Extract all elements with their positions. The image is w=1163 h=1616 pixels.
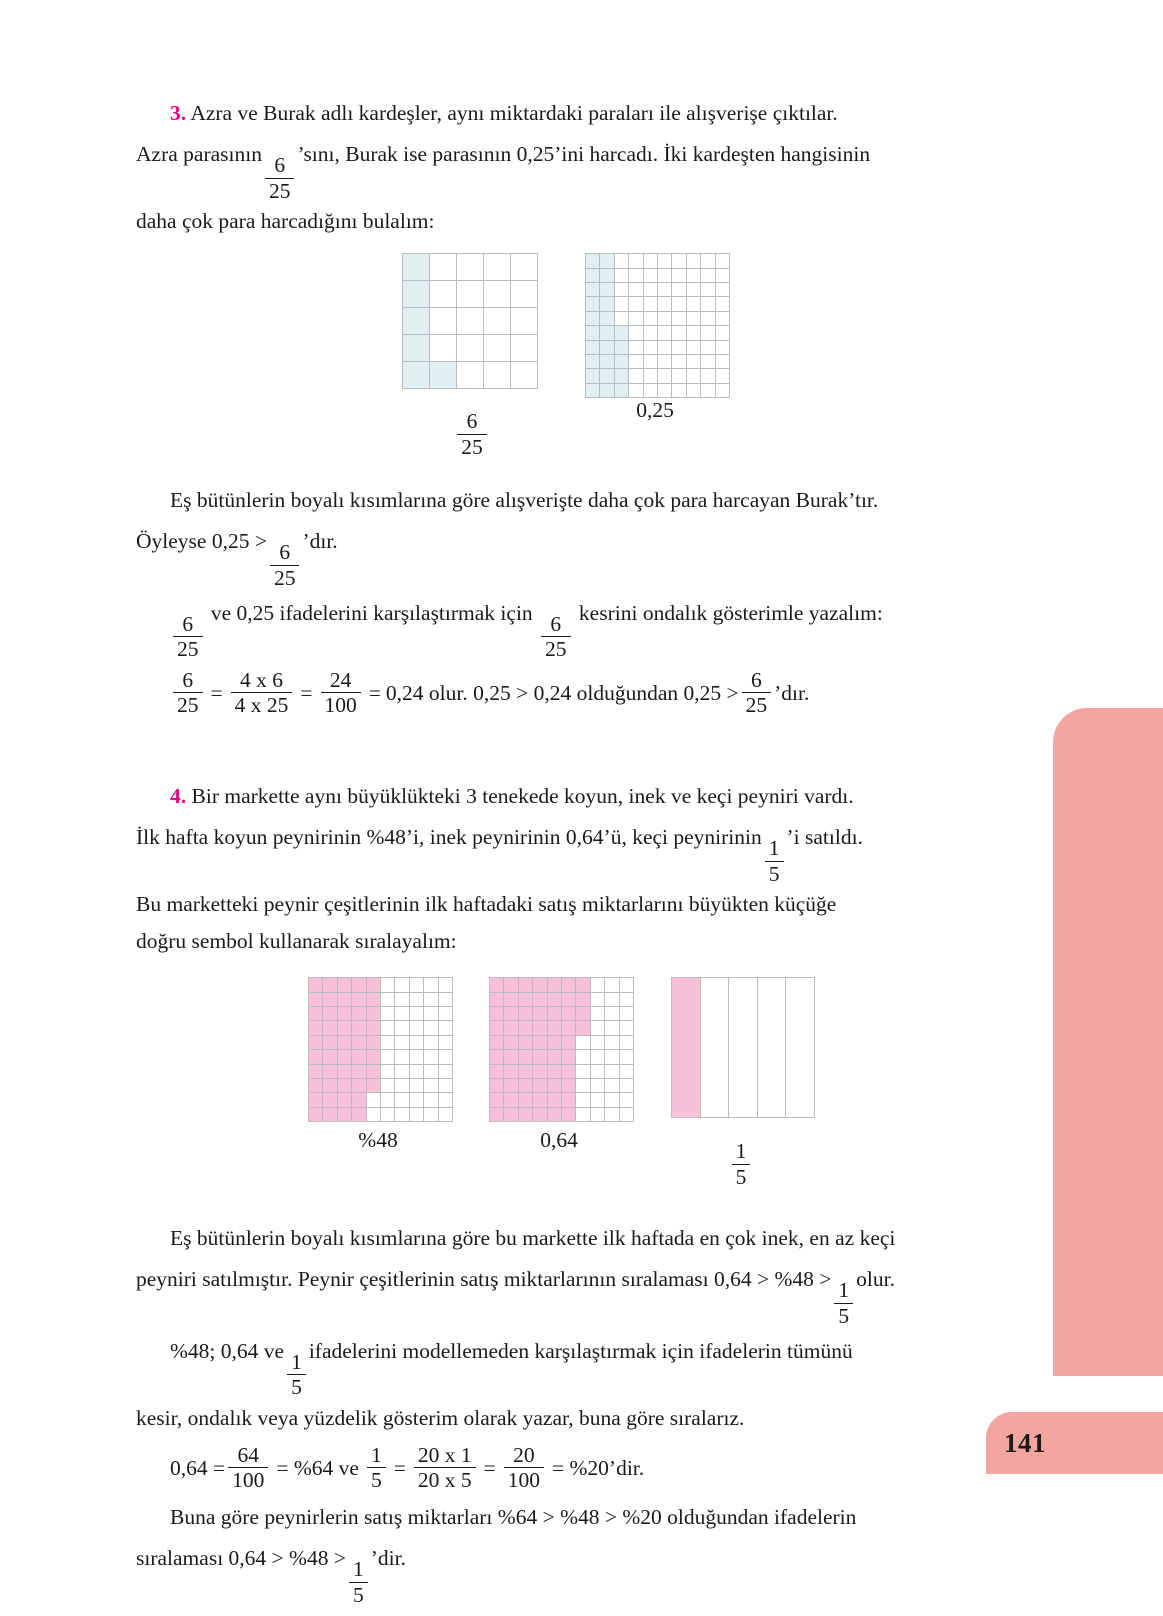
q3-line2-a: Azra parasının	[136, 142, 262, 166]
q3-line3: daha çok para harcadığını bulalım:	[136, 209, 435, 234]
grid-row	[586, 326, 730, 340]
fraction-numerator: 64	[237, 1442, 260, 1467]
q4-result-a: Eş bütünlerin boyalı kısımlarına göre bu markette ilk haftada en çok inek, en az keçi	[170, 1226, 896, 1251]
q3-model-b-caption: 0,25	[636, 398, 674, 423]
q3-explain-b: kesrini ondalık gösterimle yazalım:	[578, 600, 883, 625]
fraction-denominator: 25	[173, 636, 203, 661]
eq-operator-1: =	[210, 680, 223, 705]
q4-eq-operator-3: =	[483, 1455, 496, 1480]
q4-eq-operator-1: = %64 ve	[276, 1455, 359, 1480]
q4-model-a-caption: %48	[358, 1128, 398, 1153]
q3-explain-line	[136, 596, 1000, 661]
fraction-numerator: 1	[291, 1349, 302, 1374]
grid-row	[490, 1064, 634, 1078]
fraction-denominator: 100	[228, 1467, 268, 1492]
q4-modelfree-c: kesir, ondalık veya yüzdelik gösterim olarak yazar, buna göre sıralarız.	[136, 1405, 745, 1430]
fraction-denominator: 5	[367, 1467, 386, 1492]
q4-equation	[136, 1444, 1000, 1492]
fraction-denominator: 25	[541, 636, 571, 661]
eq-end-text: ’dır.	[774, 680, 810, 705]
explain-fraction-2	[541, 613, 571, 661]
grid-table	[308, 977, 453, 1122]
q4-model-c-caption	[671, 1127, 811, 1188]
q4-eq-lead: 0,64 =	[170, 1455, 226, 1480]
q4-modelfree-b: ifadelerini modellemeden karşılaştırmak için ifadelerin tümünü	[308, 1338, 853, 1363]
fraction-denominator: 100	[321, 692, 361, 717]
fraction-6-25	[265, 154, 295, 202]
q3-number: 3.	[170, 101, 187, 125]
fraction-denominator: 20 x 5	[414, 1467, 476, 1492]
grid-row	[309, 1093, 453, 1107]
grid-row	[309, 1007, 453, 1021]
q4-line2-a: İlk hafta koyun peynirinin %48’i, inek peynirinin 0,64’ü, keçi peynirinin	[136, 825, 762, 850]
grid-row	[490, 1079, 634, 1093]
grid-table	[489, 977, 634, 1122]
q4-number: 4.	[170, 784, 187, 809]
grid-row	[586, 297, 730, 311]
grid-row	[586, 383, 730, 397]
grid-table	[671, 977, 815, 1118]
eq-operator-2: =	[300, 680, 313, 705]
side-decoration-bar	[1053, 708, 1163, 1376]
eq-fraction-1-5	[367, 1444, 386, 1492]
fraction-denominator: 5	[834, 1303, 853, 1328]
q3-line2-b: ’sını, Burak ise parasının 0,25’ini harcadı. İki kardeşten hangisinin	[297, 142, 871, 166]
grid-row	[309, 1021, 453, 1035]
caption-denominator: 25	[457, 434, 487, 459]
fraction-numerator: 6	[274, 153, 286, 178]
fraction-denominator: 25	[265, 178, 295, 203]
result-fraction-1-5	[834, 1279, 853, 1327]
q3-compare-a: Öyleyse 0,25 >	[136, 529, 267, 554]
grid-row	[586, 311, 730, 325]
grid-row	[586, 254, 730, 268]
q4-final-c: ’dir.	[370, 1546, 406, 1571]
grid-row	[403, 308, 538, 335]
q3-explain-a: ve 0,25 ifadelerini karşılaştırmak için	[210, 600, 533, 625]
grid-table	[402, 253, 538, 389]
final-fraction-1-5	[349, 1558, 368, 1606]
grid-row	[403, 254, 538, 281]
q4-final-a: Buna göre peynirlerin satış miktarları %64 > %48 > %20 olduğundan ifadelerin	[170, 1505, 857, 1530]
eq-fraction-20-100	[504, 1444, 544, 1492]
q4-models	[136, 977, 1000, 1190]
fraction-denominator: 25	[173, 692, 203, 717]
eq-fraction-64-100	[228, 1444, 268, 1492]
fraction-denominator: 25	[742, 692, 772, 717]
q4-eq-operator-4: = %20’dir.	[552, 1455, 645, 1480]
fraction-1-5	[765, 837, 784, 885]
grid-row	[309, 992, 453, 1006]
eq-operator-3: =	[368, 680, 381, 705]
fraction-denominator: 5	[287, 1374, 306, 1399]
grid-row	[309, 1079, 453, 1093]
q3-compare-line	[136, 524, 1000, 589]
q3-line1-text: Azra ve Burak adlı kardeşler, aynı miktardaki paraları ile alışverişe çıktılar.	[190, 101, 838, 125]
grid-row	[672, 978, 815, 1118]
fraction-numerator: 6	[182, 667, 194, 692]
grid-row	[490, 1007, 634, 1021]
bar-model-1-over-5	[671, 977, 815, 1118]
grid-row	[586, 340, 730, 354]
q3-models	[136, 253, 1000, 460]
page-number: 141	[1004, 1427, 1046, 1458]
fraction-denominator: 100	[504, 1467, 544, 1492]
caption-numerator: 6	[466, 409, 478, 434]
compare-fraction-6-25	[270, 541, 300, 589]
grid-row	[586, 283, 730, 297]
fraction-denominator: 4 x 25	[231, 692, 293, 717]
q4-line2	[136, 820, 1000, 885]
q3-result-line: Eş bütünlerin boyalı kısımlarına göre alışverişte daha çok para harcayan Burak’tır.	[170, 488, 879, 513]
eq-fraction-6-25	[173, 669, 203, 717]
caption-denominator: 5	[732, 1164, 751, 1189]
explain-fraction-1	[173, 613, 203, 661]
grid-row	[490, 1021, 634, 1035]
q3-model-a-caption	[402, 397, 542, 458]
eq-fraction-6-25-final	[742, 669, 772, 717]
q4-result-b-line	[136, 1262, 1000, 1327]
caption-fraction-1-5	[732, 1140, 751, 1188]
q3-equation	[136, 669, 1000, 717]
q3-line1	[136, 96, 1000, 131]
eq-tail-text: 0,24 olur. 0,25 > 0,24 olduğundan 0,25 >	[385, 680, 739, 705]
grid-row	[309, 978, 453, 992]
fraction-numerator: 1	[370, 1442, 382, 1467]
eq-fraction-20x1-20x5	[414, 1444, 476, 1492]
grid-row	[586, 268, 730, 282]
q4-final-b: sıralaması 0,64 > %48 >	[136, 1546, 346, 1571]
modelfree-fraction-1-5	[287, 1351, 306, 1399]
q4-result-b: peyniri satılmıştır. Peynir çeşitlerinin satış miktarlarının sıralaması 0,64 > %48 >	[136, 1267, 832, 1292]
q4-line1	[136, 779, 1000, 814]
q4-model-b-caption: 0,64	[540, 1128, 578, 1153]
fraction-numerator: 6	[182, 611, 194, 636]
grid-row	[309, 1064, 453, 1078]
grid-table	[585, 253, 730, 398]
q4-line1-text: Bir markette aynı büyüklükteki 3 tenekede koyun, inek ve keçi peyniri vardı.	[191, 784, 854, 809]
fraction-numerator: 1	[352, 1557, 364, 1582]
grid-row	[309, 1107, 453, 1121]
q3-line2	[136, 137, 1000, 202]
grid-model-6-over-25	[402, 253, 538, 389]
grid-row	[403, 335, 538, 362]
grid-row	[309, 1035, 453, 1049]
page-number-tab	[986, 1412, 1163, 1474]
grid-row	[403, 362, 538, 389]
fraction-numerator: 20	[513, 1442, 535, 1467]
grid-row	[490, 1050, 634, 1064]
q3-compare-b: ’dır.	[302, 529, 338, 554]
fraction-numerator: 1	[838, 1278, 850, 1303]
q4-line4: doğru sembol kullanarak sıralayalım:	[136, 929, 457, 954]
q4-line3: Bu marketteki peynir çeşitlerinin ilk haftadaki satış miktarlarını büyükten küçüğe	[136, 892, 837, 917]
grid-row	[490, 1107, 634, 1121]
grid-model-48-percent	[308, 977, 453, 1122]
q4-line2-b: ’i satıldı.	[786, 825, 863, 850]
fraction-denominator: 25	[270, 565, 300, 590]
q4-modelfree-a: %48; 0,64 ve	[170, 1338, 285, 1363]
fraction-denominator: 5	[765, 861, 784, 886]
grid-model-0-64	[489, 977, 634, 1122]
q4-final-line	[136, 1541, 1000, 1606]
fraction-numerator: 6	[279, 540, 291, 565]
grid-row	[586, 369, 730, 383]
grid-row	[490, 1035, 634, 1049]
eq-fraction-4x6-4x25	[231, 669, 293, 717]
fraction-numerator: 6	[751, 667, 762, 692]
grid-row	[403, 281, 538, 308]
fraction-denominator: 5	[349, 1582, 368, 1607]
grid-model-0-25	[585, 253, 730, 398]
q4-eq-operator-2: =	[393, 1455, 406, 1480]
caption-numerator: 1	[735, 1139, 747, 1164]
caption-fraction-6-25	[457, 410, 487, 458]
q4-result-c: olur.	[856, 1267, 895, 1292]
grid-row	[490, 978, 634, 992]
question-4-block	[136, 779, 1000, 1606]
question-3-block	[136, 96, 1000, 717]
fraction-numerator: 20 x 1	[417, 1442, 472, 1467]
q4-modelfree-line	[136, 1334, 1000, 1399]
fraction-numerator: 1	[768, 836, 780, 861]
grid-row	[309, 1050, 453, 1064]
grid-row	[490, 992, 634, 1006]
grid-row	[490, 1093, 634, 1107]
page-content	[136, 96, 1000, 1606]
eq-fraction-24-100	[321, 669, 361, 717]
fraction-numerator: 24	[329, 667, 352, 692]
fraction-numerator: 4 x 6	[240, 667, 284, 692]
grid-row	[586, 355, 730, 369]
fraction-numerator: 6	[550, 611, 562, 636]
